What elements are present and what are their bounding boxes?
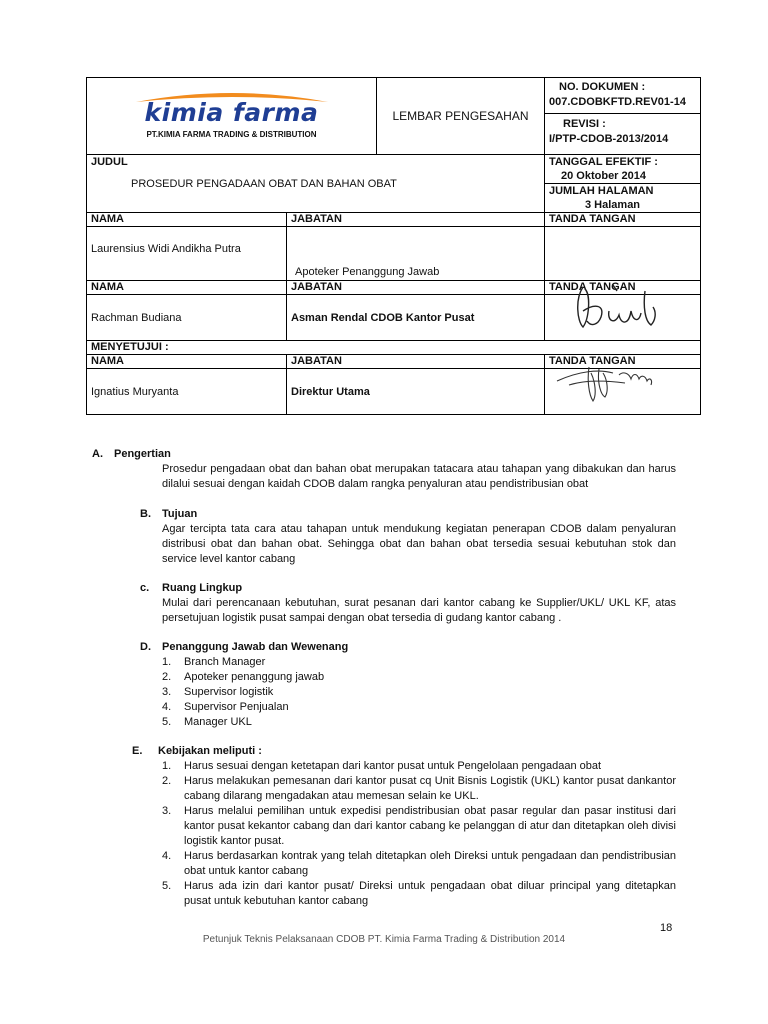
col-nama-1: NAMA (87, 213, 287, 227)
no-dokumen-value: 007.CDOBKFTD.REV01-14 (549, 96, 686, 108)
nama-1: Laurensius Widi Andikha Putra (87, 227, 287, 281)
section-text: Agar tercipta tata cara atau tahapan untuk mendukung kegiatan penerapan CDOB dalam penyaluran distribusi obat dan bahan obat. Sehingga obat dan bahan obat tersedia sesuai kebutuhan stok dan service level kantor cabang (162, 523, 676, 565)
section-letter: c. (140, 582, 150, 594)
signature-empty-1 (545, 227, 701, 281)
revisi-label: REVISI : (563, 118, 606, 130)
revisi-cell (545, 114, 701, 155)
signature-cell-3 (545, 369, 701, 415)
list-item: 1. Harus sesuai dengan ketetapan dari kantor pusat untuk Pengelolaan pengadaan obat (162, 760, 602, 772)
penanggung-jawab-list (162, 655, 676, 730)
section-title: Kebijakan meliputi : (158, 745, 262, 757)
list-item: 3. Supervisor logistik (162, 686, 274, 698)
list-item: 2. Apoteker penanggung jawab (162, 671, 325, 683)
section-letter: B. (140, 508, 151, 520)
judul-label: JUDUL (91, 156, 128, 168)
judul-value: PROSEDUR PENGADAAN OBAT DAN BAHAN OBAT (131, 178, 397, 190)
no-dokumen-label: NO. DOKUMEN : (559, 81, 646, 93)
section-text: Mulai dari perencanaan kebutuhan, surat pesanan dari kantor cabang ke Supplier/UKL/ UKL KF, atas persetujuan logistik pusat sampai dengan obat tersedia di gudang kantor cabang . (162, 597, 676, 624)
list-item: 4. Harus berdasarkan kontrak yang telah ditetapkan oleh Direksi untuk pengadaan dan pendistribusian obat untuk kantor cabang (162, 850, 676, 877)
jumlah-value: 3 Halaman (585, 199, 641, 211)
section-title: Ruang Lingkup (162, 582, 243, 594)
jabatan-2: Asman Rendal CDOB Kantor Pusat (287, 295, 545, 341)
col-nama-2: NAMA (87, 281, 287, 295)
tanggal-value: 20 Oktober 2014 (561, 170, 646, 182)
nama-3: Ignatius Muryanta (87, 369, 287, 415)
section-title: Penanggung Jawab dan Wewenang (162, 641, 349, 653)
section-letter: A. (92, 448, 103, 460)
jabatan-1: Apoteker Penanggung Jawab (287, 227, 545, 281)
signature-cell-2 (545, 295, 701, 341)
section-kebijakan (132, 744, 676, 909)
signature-rachman-icon (553, 281, 703, 331)
nama-2: Rachman Budiana (87, 295, 287, 341)
page-number: 18 (660, 922, 673, 934)
section-pengertian (92, 447, 676, 492)
col-jabatan-3: JABATAN (287, 355, 545, 369)
list-item: 5. Harus ada izin dari kantor pusat/ Direksi untuk pengadaan obat diluar principal yang ditetapkan pusat untuk kebutuhan kantor cabang (162, 880, 676, 907)
logo-subtitle: PT.KIMIA FARMA TRADING & DISTRIBUTION (146, 130, 317, 139)
section-ruang-lingkup (140, 581, 676, 626)
menyetujui-label: MENYETUJUI : (87, 341, 701, 355)
no-dokumen-cell (545, 78, 701, 114)
section-letter: D. (140, 641, 151, 653)
kimia-farma-logo (112, 88, 352, 144)
logo-text: kimia farma (144, 98, 319, 127)
jumlah-cell (545, 184, 701, 213)
revisi-value: I/PTP-CDOB-2013/2014 (549, 133, 669, 145)
logo-cell (87, 78, 377, 155)
section-tujuan (140, 507, 676, 567)
approval-sheet-table (86, 77, 701, 415)
document-body (92, 447, 676, 909)
col-ttd-1: TANDA TANGAN (545, 213, 701, 227)
page-footer: Petunjuk Teknis Pelaksanaan CDOB PT. Kimia Farma Trading & Distribution 2014 (202, 934, 566, 945)
list-item: 5. Manager UKL (162, 716, 252, 728)
list-item: 3. Harus melalui pemilihan untuk expedisi pendistribusian obat pasar regular dan pasar institusi dari kantor pusat kekantor cabang dan dari kantor cabang ke pelanggan di atur dan ditetapkan oleh divisi logistik kantor pusat. (162, 805, 676, 847)
jabatan-3: Direktur Utama (287, 369, 545, 415)
col-jabatan-2: JABATAN (287, 281, 545, 295)
section-title: Pengertian (114, 448, 171, 460)
col-ttd-2: TANDA TANGAN (545, 281, 701, 295)
judul-cell (87, 155, 545, 213)
col-jabatan-1: JABATAN (287, 213, 545, 227)
section-penanggung-jawab (140, 640, 676, 730)
section-title: Tujuan (162, 508, 198, 520)
col-ttd-3: TANDA TANGAN (545, 355, 701, 369)
col-nama-3: NAMA (87, 355, 287, 369)
list-item: 1. Branch Manager (162, 656, 266, 668)
section-text: Prosedur pengadaan obat dan bahan obat merupakan tatacara atau tahapan yang dibakukan dan harus dilalui sesuai dengan kaidah CDOB dalam rangka penyaluran atau pendistribusian obat (162, 463, 676, 490)
doc-title: LEMBAR PENGESAHAN (377, 78, 545, 155)
tanggal-cell (545, 155, 701, 184)
kebijakan-list (162, 759, 676, 909)
section-letter: E. (132, 745, 143, 757)
list-item: 4. Supervisor Penjualan (162, 701, 289, 713)
jumlah-label: JUMLAH HALAMAN (549, 185, 654, 197)
tanggal-label: TANGGAL EFEKTIF : (549, 156, 658, 168)
signature-ignatius-icon (549, 361, 699, 405)
list-item: 2. Harus melakukan pemesanan dari kantor pusat cq Unit Bisnis Logistik (UKL) kantor pusat dankantor cabang dilarang mengadakan atau memesan selain ke UKL. (162, 775, 676, 802)
